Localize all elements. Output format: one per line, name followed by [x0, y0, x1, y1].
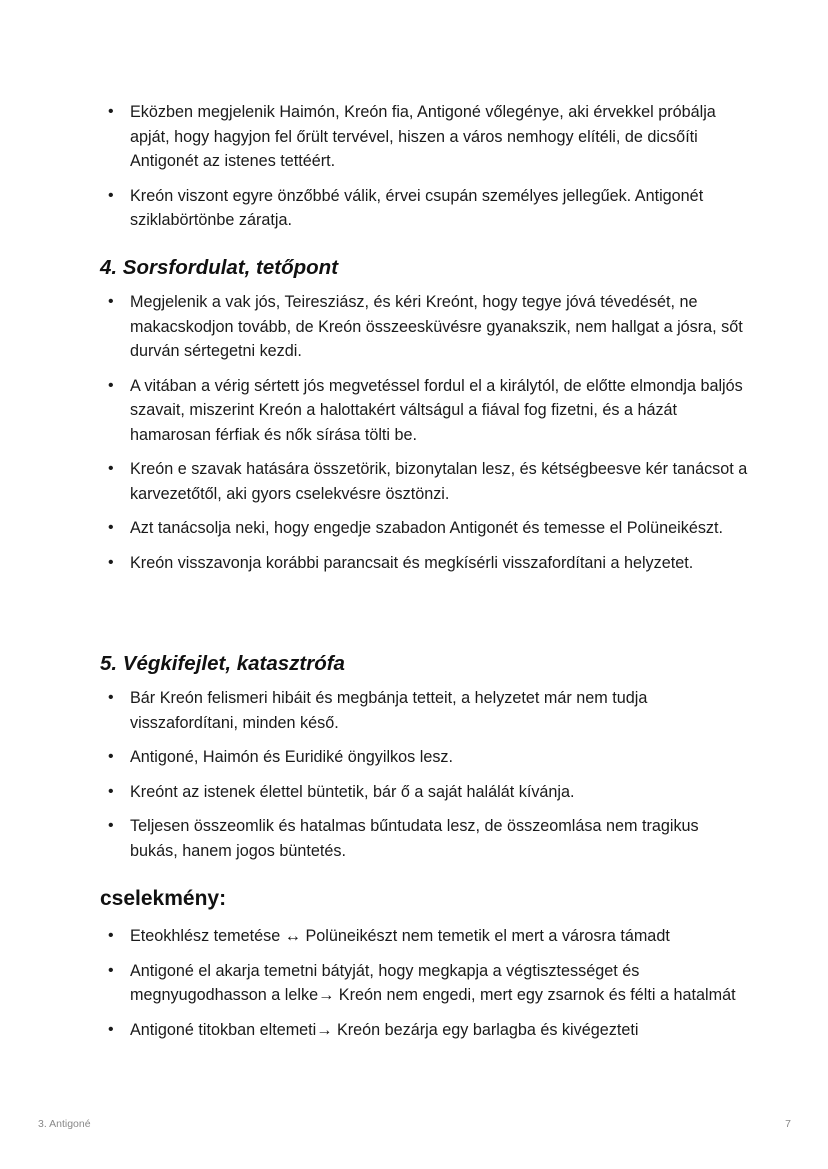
list-item: • Antigoné el akarja temetni bátyját, hogy megkapja a végtisztességet és megnyugodhasson a lelke→ Kreón nem engedi, mert egy zsarnok és félti a hatalmát — [108, 959, 748, 1008]
list-item: • Eközben megjelenik Haimón, Kreón fia, Antigoné vőlegénye, aki érvekkel próbálja apját, hogy hagyjon fel őrült tervével, hiszen a város nemhogy elítéli, de dicsőíti Antigonét az istenes tettéért. — [108, 100, 748, 174]
footer-page-number: 7 — [785, 1118, 791, 1130]
list-item: • Kreón viszont egyre önzőbbé válik, érvei csupán személyes jellegűek. Antigonét sziklabörtönbe záratja. — [108, 184, 748, 233]
footer-document-title: 3. Antigoné — [38, 1118, 91, 1130]
list-item: • A vitában a vérig sértett jós megvetéssel fordul el a királytól, de előtte elmondja baljós szavait, miszerint Kreón a halottakért váltságul a fiával fog fizetni, és a házát hamarosan férfiak és nők sírása tölti be. — [108, 374, 748, 448]
list-item: • Kreón e szavak hatására összetörik, bizonytalan lesz, és kétségbeesve kér tanácsot a karvezetőtől, aki gyors cselekvésre ösztönzi. — [108, 457, 748, 506]
plot-heading: cselekmény: — [100, 887, 227, 910]
list-item: • Teljesen összeomlik és hatalmas bűntudata lesz, de összeomlása nem tragikus bukás, hanem jogos büntetés. — [108, 814, 748, 863]
list-item: • Antigoné titokban eltemeti→ Kreón bezárja egy barlagba és kivégezteti — [108, 1018, 748, 1043]
list-item: • Azt tanácsolja neki, hogy engedje szabadon Antigonét és temesse el Polüneikészt. — [108, 516, 748, 541]
section-heading-4: 4. Sorsfordulat, tetőpont — [100, 256, 339, 279]
section5-bullet-list — [108, 686, 748, 873]
section-heading-5: 5. Végkifejlet, katasztrófa — [100, 652, 345, 675]
list-item: • Kreón visszavonja korábbi parancsait és megkísérli visszafordítani a helyzetet. — [108, 551, 748, 576]
intro-bullet-list — [108, 100, 748, 243]
list-item: • Megjelenik a vak jós, Teiresziász, és kéri Kreónt, hogy tegye jóvá tévedését, ne makacskodjon tovább, de Kreón összeesküvésre gyanakszik, nem hallgat a jósra, sőt durván sértegetni kezdi. — [108, 290, 748, 364]
list-item: • Kreónt az istenek élettel büntetik, bár ő a saját halálát kívánja. — [108, 780, 748, 805]
plot-bullet-list — [108, 924, 748, 1052]
list-item: • Bár Kreón felismeri hibáit és megbánja tetteit, a helyzetet már nem tudja visszafordítani, minden késő. — [108, 686, 748, 735]
list-item: • Eteokhlész temetése ↔ Polüneikészt nem temetik el mert a városra támadt — [108, 924, 748, 949]
section4-bullet-list — [108, 290, 748, 585]
list-item: • Antigoné, Haimón és Euridiké öngyilkos lesz. — [108, 745, 748, 770]
